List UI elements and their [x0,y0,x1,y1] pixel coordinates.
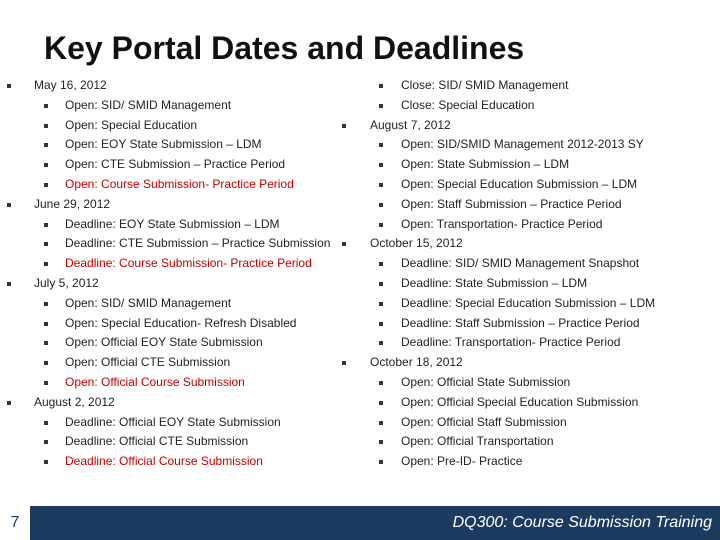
list-item-text: Open: Official EOY State Submission [65,335,263,350]
list-item-text: Open: Official Special Education Submission [401,394,639,409]
list-item [0,234,340,254]
list-item [0,135,340,155]
list-item [0,373,340,393]
list-item-text: Open: Official State Submission [401,374,571,389]
bullet-icon [379,183,383,187]
list-item [334,452,720,472]
bullet-icon [44,361,48,365]
list-item [334,96,720,116]
footer-text: DQ300: Course Submission Training [452,514,712,531]
date-heading-text: August 2, 2012 [34,394,115,409]
bullet-icon [44,143,48,147]
bullet-icon [379,302,383,306]
list-item-text: Close: Special Education [401,97,535,112]
list-item [334,254,720,274]
list-item [0,96,340,116]
list-item [0,353,340,373]
bullet-icon [44,262,48,266]
list-item-text: Open: Official Staff Submission [401,414,567,429]
list-item [334,175,720,195]
list-item-text: Deadline: SID/ SMID Management Snapshot [401,256,640,271]
bullet-icon [379,104,383,108]
list-item [0,333,340,353]
list-item-text: Open: Official Course Submission [65,374,245,389]
list-item-text: Deadline: CTE Submission – Practice Submission [65,236,331,251]
list-item [0,452,340,472]
bullet-icon [44,163,48,167]
list-item [334,195,720,215]
list-item [0,116,340,136]
list-item-text: Open: Official Transportation [401,434,554,449]
list-item-text: Open: Special Education- Refresh Disabled [65,315,297,330]
list-item [334,274,720,294]
list-item-text: Open: Course Submission- Practice Period [65,176,294,191]
list-item-text: Deadline: Transportation- Practice Period [401,335,621,350]
list-item-text: Open: Special Education [65,117,198,132]
list-item [0,155,340,175]
list-item-text: Deadline: Official EOY State Submission [65,414,281,429]
date-heading [0,393,340,413]
date-heading [0,76,340,96]
list-item-text: Deadline: Staff Submission – Practice Period [401,315,640,330]
list-item [334,135,720,155]
slide-number: 7 [0,506,32,540]
date-heading [334,116,720,136]
bullet-icon [379,341,383,345]
right-column [334,76,720,472]
bullet-icon [379,203,383,207]
list-item-text: Open: Official CTE Submission [65,355,231,370]
list-item-text: Open: Transportation- Practice Period [401,216,603,231]
list-item-text: Open: CTE Submission – Practice Period [65,157,286,172]
list-item [0,432,340,452]
list-item [334,155,720,175]
list-item [0,215,340,235]
list-item-text: Deadline: EOY State Submission – LDM [65,216,280,231]
date-heading-text: October 18, 2012 [370,355,463,370]
bullet-icon [44,104,48,108]
date-heading-text: August 7, 2012 [370,117,451,132]
bullet-icon [379,223,383,227]
list-item-text: Deadline: Official Course Submission [65,454,263,469]
bullet-icon [44,124,48,128]
date-heading-text: May 16, 2012 [34,78,107,92]
bullet-icon [342,361,346,365]
list-item [0,413,340,433]
bullet-icon [44,460,48,464]
bullet-icon [379,401,383,405]
slide-title: Key Portal Dates and Deadlines [44,30,525,66]
bullet-icon [379,460,383,464]
list-item [0,175,340,195]
bullet-icon [7,203,11,207]
list-item [334,215,720,235]
list-item [334,432,720,452]
bullet-icon [379,282,383,286]
bullet-icon [379,440,383,444]
bullet-icon [44,223,48,227]
list-item [0,314,340,334]
bullet-icon [342,124,346,128]
bullet-icon [44,302,48,306]
list-item-text: Open: SID/ SMID Management [65,97,232,112]
list-item-text: Open: EOY State Submission – LDM [65,137,262,152]
date-heading [334,234,720,254]
list-item [334,333,720,353]
list-item [0,254,340,274]
bullet-icon [379,322,383,326]
list-item [334,373,720,393]
list-item [334,294,720,314]
bullet-icon [379,381,383,385]
list-item-text: Deadline: Official CTE Submission [65,434,249,449]
bullet-icon [7,401,11,405]
bullet-icon [44,421,48,425]
date-heading-text: June 29, 2012 [34,196,111,211]
bullet-icon [44,341,48,345]
bullet-icon [44,440,48,444]
list-item [334,314,720,334]
bullet-icon [44,381,48,385]
bullet-icon [379,262,383,266]
list-item [334,413,720,433]
bullet-icon [379,143,383,147]
list-item-text: Open: Staff Submission – Practice Period [401,196,622,211]
list-item-text: Open: State Submission – LDM [401,157,570,172]
footer-bar [0,506,720,540]
date-heading-text: October 15, 2012 [370,236,463,251]
list-item-text: Close: SID/ SMID Management [401,78,569,92]
date-heading [0,274,340,294]
left-column [0,76,340,472]
bullet-icon [379,421,383,425]
list-item [0,294,340,314]
bullet-icon [379,163,383,167]
bullet-icon [7,84,11,88]
list-item-text: Open: Pre-ID- Practice [401,454,523,469]
list-item-text: Open: Special Education Submission – LDM [401,176,638,191]
date-heading [0,195,340,215]
list-item-text: Deadline: State Submission – LDM [401,275,588,290]
list-item-text: Deadline: Course Submission- Practice Period [65,256,312,271]
bullet-icon [44,242,48,246]
list-item-text: Deadline: Special Education Submission – LDM [401,295,656,310]
list-item-text: Open: SID/SMID Management 2012-2013 SY [401,137,644,152]
bullet-icon [7,282,11,286]
list-item [334,393,720,413]
date-heading [334,353,720,373]
date-heading-text: July 5, 2012 [34,275,99,290]
bullet-icon [379,84,383,88]
list-item [334,76,720,96]
bullet-icon [44,322,48,326]
bullet-icon [342,242,346,246]
list-item-text: Open: SID/ SMID Management [65,295,232,310]
bullet-icon [44,183,48,187]
